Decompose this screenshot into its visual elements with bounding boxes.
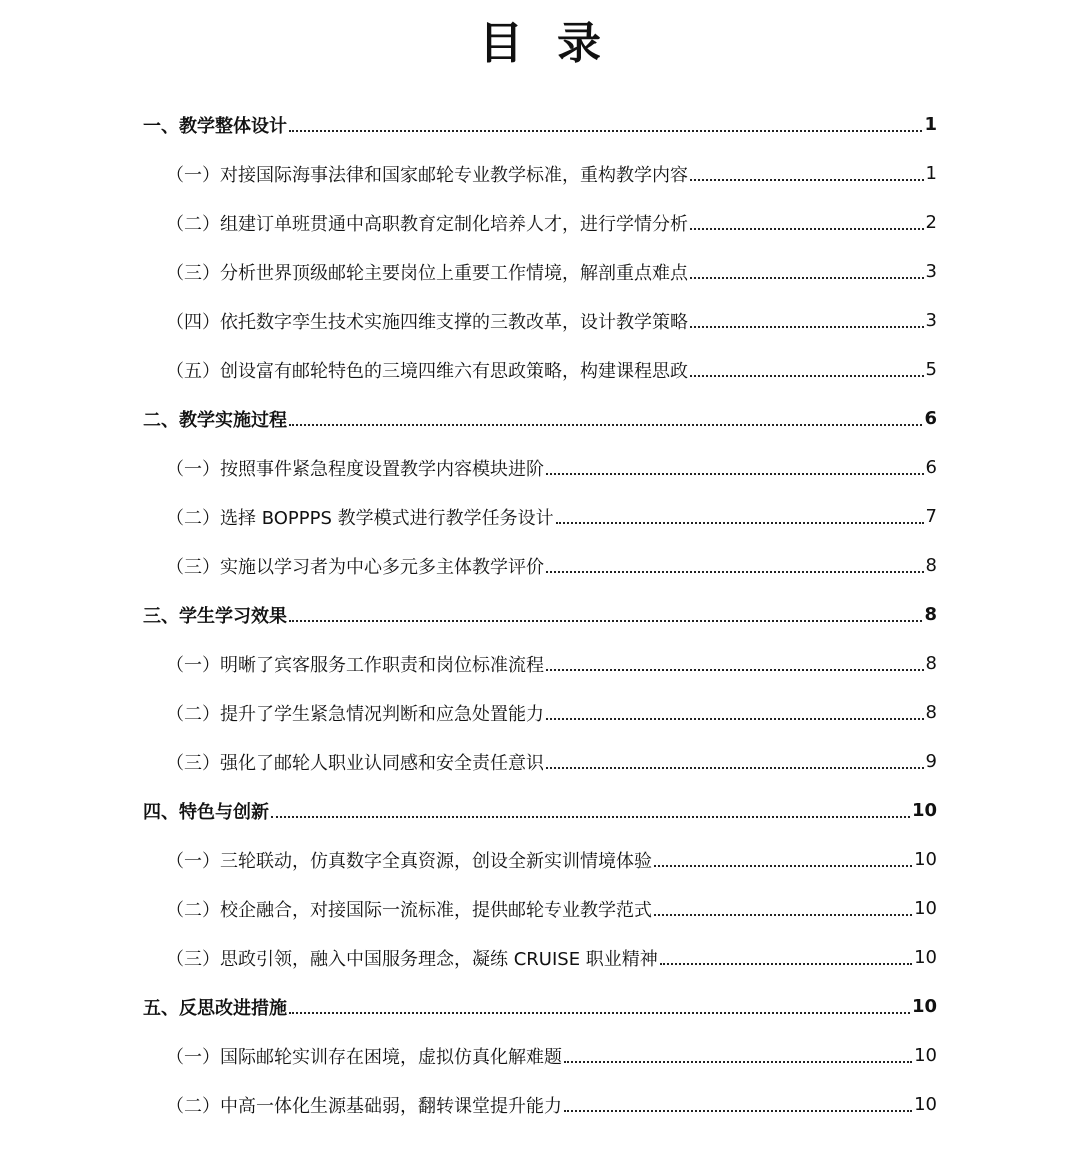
toc-dot-leader bbox=[690, 179, 924, 181]
toc-dot-leader bbox=[690, 375, 924, 377]
toc-subsection-entry[interactable] bbox=[0, 639, 1080, 688]
toc-entry-title: （二）组建订单班贯通中高职教育定制化培养人才，进行学情分析 bbox=[166, 213, 688, 235]
toc-page-number: 1 bbox=[924, 114, 937, 135]
toc-entry-title: （一）明晰了宾客服务工作职责和岗位标准流程 bbox=[166, 654, 544, 676]
toc-page-number: 7 bbox=[925, 506, 937, 527]
toc-page-number: 10 bbox=[911, 800, 937, 821]
toc-dot-leader bbox=[556, 522, 924, 524]
toc-dot-leader bbox=[289, 620, 922, 622]
toc-dot-leader bbox=[546, 718, 924, 720]
toc-entry-title: （五）创设富有邮轮特色的三境四维六有思政策略，构建课程思政 bbox=[166, 360, 688, 382]
toc-subsection-entry[interactable] bbox=[0, 933, 1080, 982]
toc-page-number: 10 bbox=[914, 1045, 937, 1066]
toc-section-entry[interactable] bbox=[0, 786, 1080, 835]
toc-dot-leader bbox=[660, 963, 912, 965]
toc-section-entry[interactable] bbox=[0, 100, 1080, 149]
toc-entry-title: （二）提升了学生紧急情况判断和应急处置能力 bbox=[166, 703, 544, 725]
toc-page-number: 6 bbox=[924, 408, 937, 429]
table-of-contents bbox=[0, 100, 1080, 1129]
toc-page-number: 10 bbox=[914, 849, 937, 870]
toc-dot-leader bbox=[546, 767, 924, 769]
toc-entry-title: 一、教学整体设计 bbox=[143, 115, 287, 137]
toc-entry-title: （二）中高一体化生源基础弱，翻转课堂提升能力 bbox=[166, 1095, 562, 1117]
toc-page-number: 8 bbox=[925, 555, 937, 576]
toc-entry-title: 三、学生学习效果 bbox=[143, 605, 287, 627]
toc-page-number: 9 bbox=[925, 751, 937, 772]
toc-dot-leader bbox=[289, 130, 922, 132]
toc-page-number: 2 bbox=[925, 212, 937, 233]
toc-entry-title: （一）按照事件紧急程度设置教学内容模块进阶 bbox=[166, 458, 544, 480]
toc-page-number: 1 bbox=[925, 163, 937, 184]
toc-page-number: 8 bbox=[925, 702, 937, 723]
toc-dot-leader bbox=[690, 326, 924, 328]
toc-subsection-entry[interactable] bbox=[0, 1080, 1080, 1129]
toc-entry-title: 五、反思改进措施 bbox=[143, 997, 287, 1019]
toc-subsection-entry[interactable] bbox=[0, 541, 1080, 590]
toc-page-number: 10 bbox=[914, 898, 937, 919]
toc-entry-title: （二）选择 BOPPPS 教学模式进行教学任务设计 bbox=[166, 507, 554, 529]
toc-page-number: 10 bbox=[914, 947, 937, 968]
toc-page-number: 8 bbox=[925, 653, 937, 674]
toc-entry-title: （一）对接国际海事法律和国家邮轮专业教学标准，重构教学内容 bbox=[166, 164, 688, 186]
toc-dot-leader bbox=[289, 1012, 910, 1014]
toc-page-number: 3 bbox=[925, 261, 937, 282]
toc-entry-title: （一）三轮联动，仿真数字全真资源，创设全新实训情境体验 bbox=[166, 850, 652, 872]
toc-subsection-entry[interactable] bbox=[0, 443, 1080, 492]
toc-section-entry[interactable] bbox=[0, 590, 1080, 639]
toc-subsection-entry[interactable] bbox=[0, 884, 1080, 933]
toc-page-number: 5 bbox=[925, 359, 937, 380]
toc-dot-leader bbox=[271, 816, 910, 818]
toc-dot-leader bbox=[690, 228, 924, 230]
toc-section-entry[interactable] bbox=[0, 982, 1080, 1031]
toc-entry-title: 四、特色与创新 bbox=[143, 801, 269, 823]
toc-section-entry[interactable] bbox=[0, 394, 1080, 443]
toc-entry-title: （四）依托数字孪生技术实施四维支撑的三教改革，设计教学策略 bbox=[166, 311, 688, 333]
toc-page-number: 8 bbox=[924, 604, 937, 625]
toc-subsection-entry[interactable] bbox=[0, 247, 1080, 296]
page-title-char-2: 录 bbox=[557, 18, 601, 69]
toc-subsection-entry[interactable] bbox=[0, 688, 1080, 737]
toc-page-number: 10 bbox=[911, 996, 937, 1017]
toc-subsection-entry[interactable] bbox=[0, 345, 1080, 394]
toc-entry-title: （三）强化了邮轮人职业认同感和安全责任意识 bbox=[166, 752, 544, 774]
page-title bbox=[0, 14, 1080, 74]
toc-dot-leader bbox=[546, 571, 924, 573]
toc-subsection-entry[interactable] bbox=[0, 737, 1080, 786]
toc-subsection-entry[interactable] bbox=[0, 1031, 1080, 1080]
toc-dot-leader bbox=[564, 1061, 912, 1063]
toc-dot-leader bbox=[690, 277, 924, 279]
toc-entry-title: （三）思政引领，融入中国服务理念，凝练 CRUISE 职业精神 bbox=[166, 948, 658, 970]
toc-dot-leader bbox=[654, 865, 912, 867]
toc-subsection-entry[interactable] bbox=[0, 198, 1080, 247]
toc-entry-title: （二）校企融合，对接国际一流标准，提供邮轮专业教学范式 bbox=[166, 899, 652, 921]
toc-dot-leader bbox=[546, 669, 924, 671]
toc-dot-leader bbox=[289, 424, 922, 426]
toc-dot-leader bbox=[654, 914, 912, 916]
toc-page-number: 10 bbox=[914, 1094, 937, 1115]
toc-subsection-entry[interactable] bbox=[0, 296, 1080, 345]
toc-entry-title: （三）分析世界顶级邮轮主要岗位上重要工作情境，解剖重点难点 bbox=[166, 262, 688, 284]
toc-entry-title: 二、教学实施过程 bbox=[143, 409, 287, 431]
toc-subsection-entry[interactable] bbox=[0, 492, 1080, 541]
toc-dot-leader bbox=[564, 1110, 912, 1112]
toc-subsection-entry[interactable] bbox=[0, 149, 1080, 198]
page-title-char-1: 目 bbox=[479, 18, 523, 69]
toc-dot-leader bbox=[546, 473, 924, 475]
toc-entry-title: （三）实施以学习者为中心多元多主体教学评价 bbox=[166, 556, 544, 578]
toc-page-number: 3 bbox=[925, 310, 937, 331]
toc-entry-title: （一）国际邮轮实训存在困境，虚拟仿真化解难题 bbox=[166, 1046, 562, 1068]
toc-page-number: 6 bbox=[925, 457, 937, 478]
toc-subsection-entry[interactable] bbox=[0, 835, 1080, 884]
